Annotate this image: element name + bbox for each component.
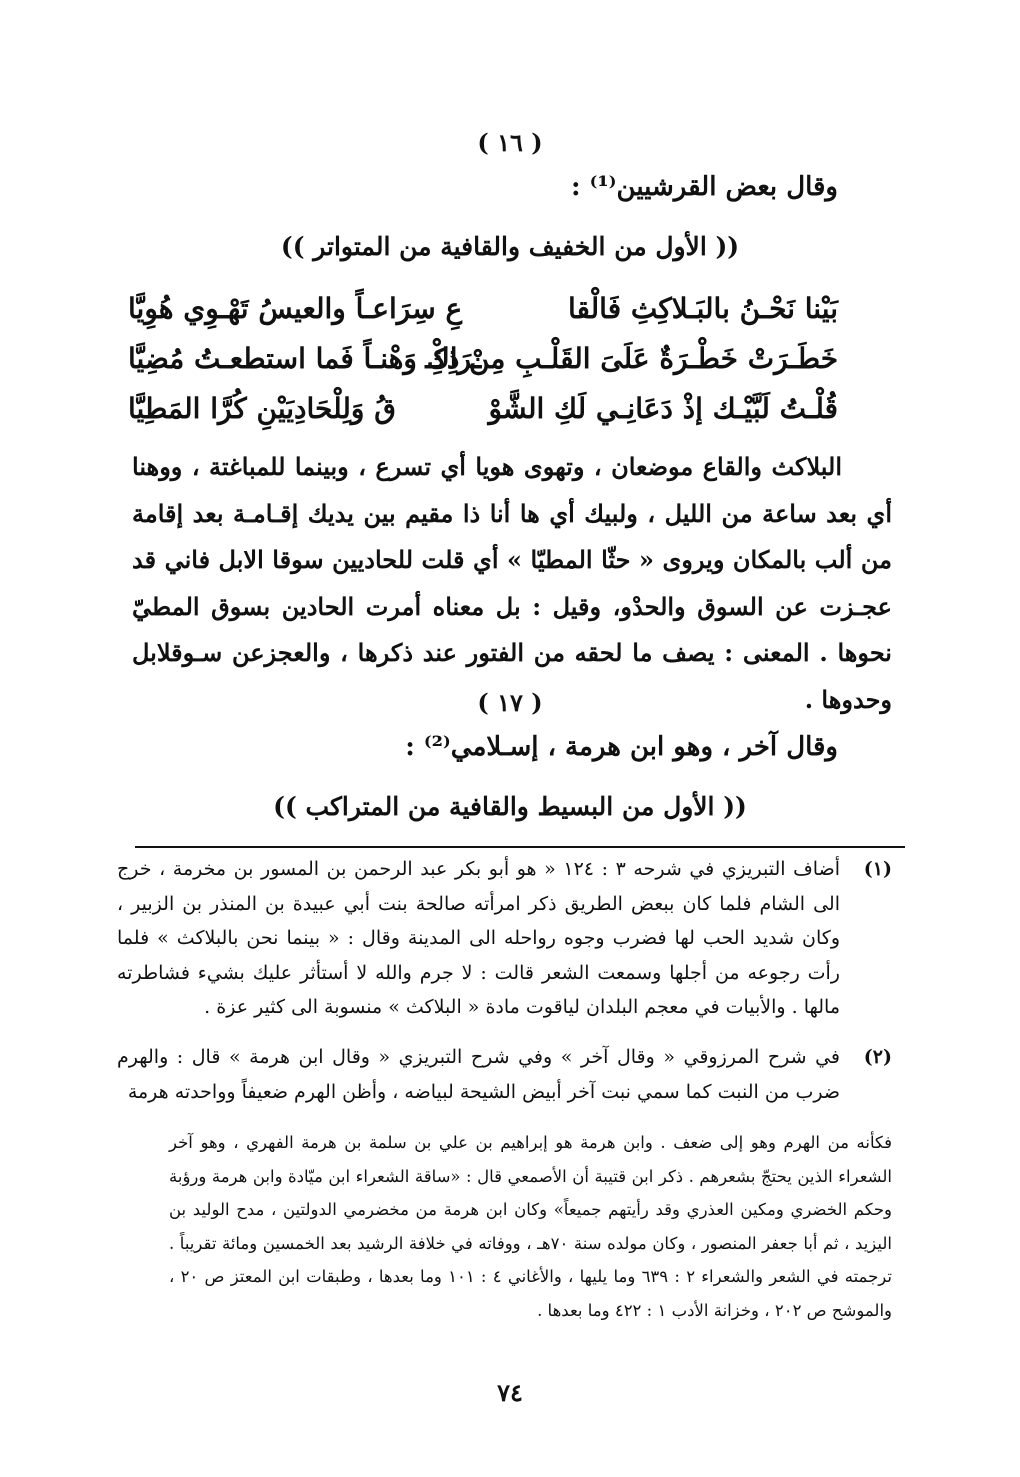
verse-first-hemistich: بَيْنا نَحْـنُ بالبَـلاكِثِ فَالْقا bbox=[567, 292, 838, 325]
poem-16-meter: (( الأول من الخفيف والقافية من المتواتر )) bbox=[280, 232, 740, 261]
poem-16-commentary bbox=[132, 444, 892, 723]
poem-number-16: ( ١٦ ) bbox=[477, 128, 543, 157]
commentary-paragraph: البلاكث والقاع موضعان ، وتهوى هويا أي تسرع ، وبينما للمباغتة ، ووهنا أي بعد ساعة من الليل ، ولبيك أي ها أنا ذا مقيم بين يديك إقـامـة بعد إقامة من ألب بالمكان ويروى « حثّا المطيّا » أي قلت للحاديين سوقا الابل فاني قد عجـزت عن السوق والحدْو، وقيل : بل معناه أمرت الحادين بسوق المطيّ نحوها . المعنى : يصف ما لحقه من الفتور عند ذكرها ، والعجزعن سـوقلابل وحدوها . bbox=[132, 452, 892, 714]
footnote-2-text: في شرح المرزوقي « وقال آخر » وفي شرح التبريزي « وقال ابن هرمة » قال : والهرم ضرب من النبت كما سمي نبت آخر أبيض الشيحة لبياضه ، وأظن الهرم ضعيفاً وواحدته هرمة bbox=[117, 1046, 840, 1103]
footnote-2 bbox=[117, 1040, 892, 1109]
footnote-1-text: أضاف التبريزي في شرحه ٣ : ١٢٤ « هو أبو بكر عبد الرحمن بن المسور بن مخرمة ، خرج الى الشام فلما كان ببعض الطريق ذكر امرأته صالحة بنت أبي عبيدة بن المنذر بن الزبير ، وكان شديد الحب لها فضرب وجوه رواحله الى المدينة وقال : « بينما نحن بالبلاكث » فلما رأت رجوعه من أجلها وسمعت الشعر قالت : لا جرم والله لا أستأثر عليك بشيء فشاطرته مالها . والأبيات في معجم البلدان لياقوت مادة « البلاكث » منسوبة الى كثير عزة . bbox=[117, 858, 840, 1018]
verse-first-hemistich: قُلْـتُ لَبَّيْـك إذْ دَعَانِـي لَكِ الشَّوْ bbox=[488, 392, 838, 425]
footnote-1 bbox=[117, 852, 892, 1025]
verse-line bbox=[128, 392, 838, 440]
footnote-1-label: (١) bbox=[863, 858, 892, 880]
verse-first-hemistich: خَطَـرَتْ خَطْـرَةٌ عَلَىَ القَلْـبِ مِنْ ذِكْـ bbox=[425, 342, 838, 375]
verse-line bbox=[128, 342, 838, 390]
poem-17-meter: (( الأول من البسيط والقافية من المتراكب )) bbox=[273, 792, 747, 821]
poem-17-intro: وقال آخر ، وهو ابن هرمة ، إسـلامي⁽²⁾ : bbox=[405, 732, 838, 762]
verse-second-hemistich: عِ سِرَاعـاً والعيسُ تَهْـوِي هُوِيَّا bbox=[128, 292, 463, 325]
verse-line bbox=[128, 292, 838, 340]
poem-16-intro: وقال بعض القرشيين⁽¹⁾ : bbox=[571, 172, 838, 202]
footnote-divider bbox=[135, 846, 905, 848]
verse-second-hemistich: ـرَاكِ وَهْنـاً فَما استطعـتُ مُضِيَّا bbox=[128, 342, 482, 375]
footnote-2-continuation: فكأنه من الهرم وهو إلى ضعف . وابن هرمة هو إبراهيم بن علي بن سلمة بن هرمة الفهري ، وهو آخر الشعراء الذين يحتجّ بشعرهم . ذكر ابن قتيبة أن الأصمعي قال : «ساقة الشعراء ابن ميّادة وابن هرمة ورؤبة وحكم الخضري ومكين العذري وقد رأيتهم جميعاً» وكان ابن هرمة من مخضرمي الدولتين ، مدح الوليد بن اليزيد ، ثم أبا جعفر المنصور ، وكان مولده سنة ٧٠هـ ، ووفاته في خلافة الرشيد بعد الخمسين ومائة تقريباً . ترجمته في الشعر والشعراء ٢ : ٦٣٩ وما يليها ، والأغاني ٤ : ١٠١ وما بعدها ، وطبقات ابن المعتز ص ٢٠ ، والموشح ص ٢٠٢ ، وخزانة الأدب ١ : ٤٢٢ وما بعدها . bbox=[169, 1133, 892, 1320]
poem-number-17: ( ١٧ ) bbox=[477, 688, 543, 717]
verse-second-hemistich: قُ وَلِلْحَادِيَيْنِ كُرَّا المَطِيَّا bbox=[128, 392, 396, 425]
page-number: ٧٤ bbox=[497, 1378, 523, 1407]
footnote-2-label: (٢) bbox=[863, 1046, 892, 1068]
